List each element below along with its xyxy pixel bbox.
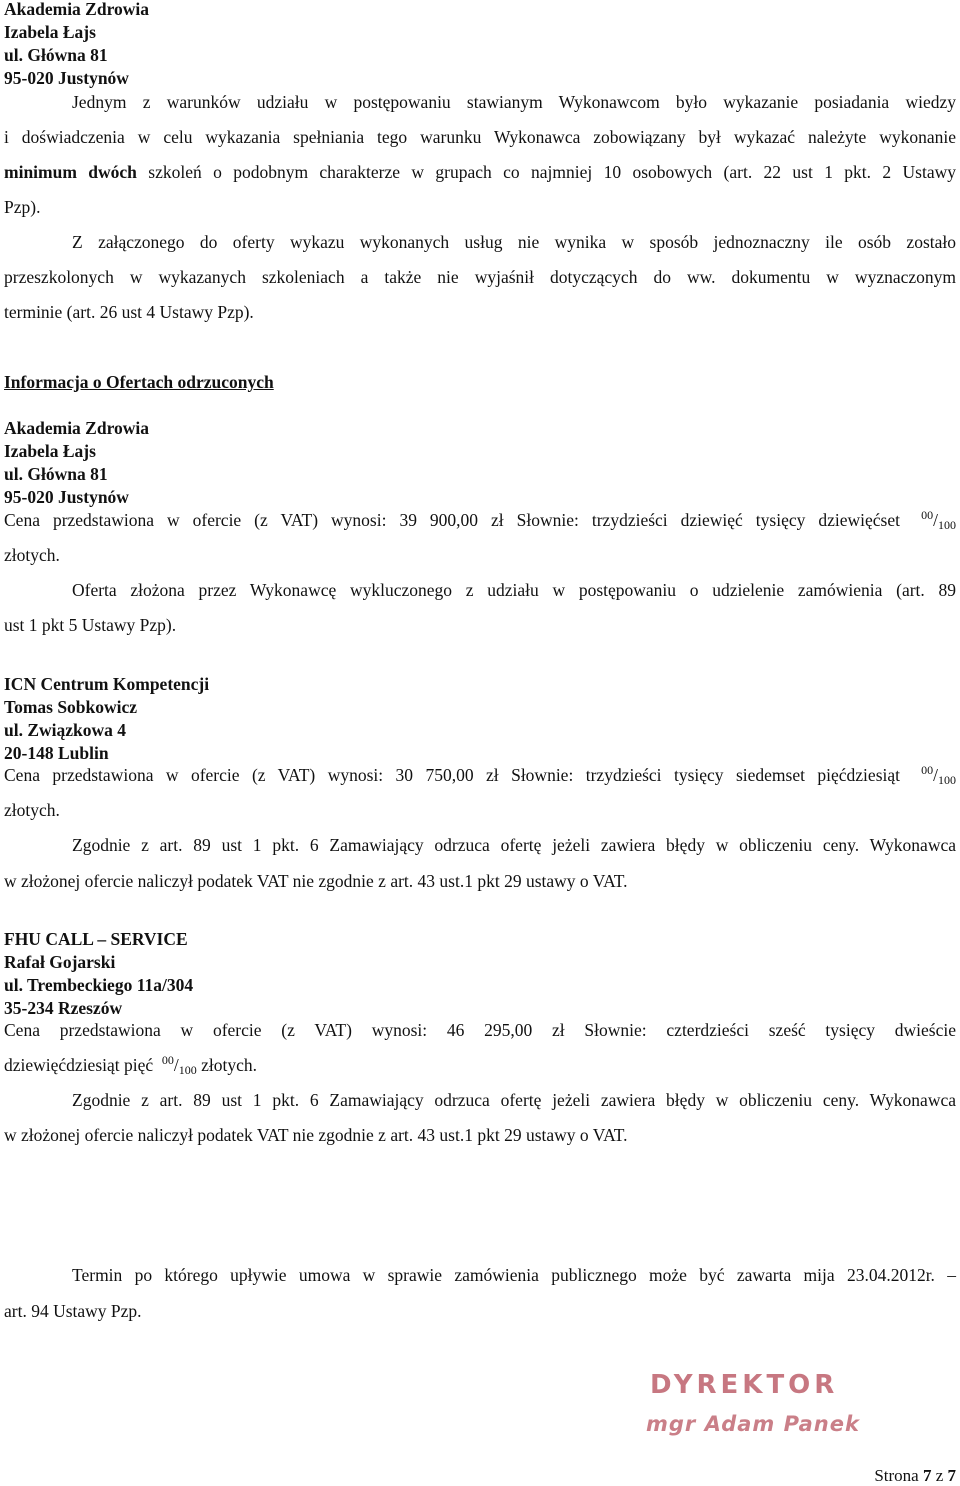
p2-line-3: terminie (art. 26 ust 4 Ustawy Pzp). [4, 302, 254, 322]
termin-line-2: art. 94 Ustawy Pzp. [4, 1301, 142, 1321]
offer-1-address [4, 417, 149, 509]
offer-3-price-line: Cena przedstawiona w ofercie (z VAT) wynosi: 46 295,00 zł Słownie: czterdzieści sześć tysięcy dwieście [4, 1020, 956, 1040]
p1-bold: minimum dwóch [4, 162, 137, 182]
signature: mgr Adam Panek [646, 1412, 860, 1436]
p1-line-1: Jednym z warunków udziału w postępowaniu stawianym Wykonawcom było wykazanie posiadania wiedzy [72, 92, 956, 112]
offer-2-price-text: Cena przedstawiona w ofercie (z VAT) wynosi: 30 750,00 zł Słownie: trzydzieści tysięcy siedemset pięćdziesiąt [4, 765, 900, 785]
offer-3-price-end: złotych. [201, 1055, 258, 1075]
offer-1-name: Akademia Zdrowia [4, 418, 150, 438]
offer-3-reason-2: w złożonej ofercie naliczył podatek VAT nie zgodnie z art. 43 ust.1 pkt 29 ustawy o VAT. [4, 1125, 628, 1145]
director-stamp [640, 1360, 860, 1450]
offer-3-street: ul. Trembeckiego 11a/304 [4, 975, 194, 995]
street: ul. Główna 81 [4, 45, 108, 65]
offer-2-name: ICN Centrum Kompetencji [4, 674, 210, 694]
offer-1-city: 95-020 Justynów [4, 487, 129, 507]
offer-2-street: ul. Związkowa 4 [4, 720, 127, 740]
offer-2-address [4, 673, 209, 765]
offer-1-price-end: złotych. [4, 545, 60, 565]
p1-line-3 [4, 162, 956, 186]
offer-3-city: 35-234 Rzeszów [4, 998, 123, 1018]
offer-1-price-text: Cena przedstawiona w ofercie (z VAT) wynosi: 39 900,00 zł Słownie: trzydzieści dziewięć tysięcy dziewięćset [4, 510, 900, 530]
org-name: Akademia Zdrowia [4, 0, 150, 19]
offer-2-price-line [4, 765, 956, 789]
person-name: Izabela Łajs [4, 22, 96, 42]
offer-3-fraction: $^{00}$/100 [161, 1053, 197, 1077]
offer-1-reason-1: Oferta złożona przez Wykonawcę wykluczonego z udziału w postępowaniu o udzielenie zamówienia (art. 89 [72, 580, 956, 600]
offer-3-person: Rafał Gojarski [4, 952, 116, 972]
offer-2-reason-2: w złożonej ofercie naliczył podatek VAT nie zgodnie z art. 43 ust.1 pkt 29 ustawy o VAT. [4, 871, 628, 891]
offer-2-reason-1: Zgodnie z art. 89 ust 1 pkt. 6 Zamawiający odrzuca ofertę jeżeli zawiera błędy w obliczeniu ceny. Wykonawca [72, 835, 956, 855]
offer-1-person: Izabela Łajs [4, 441, 96, 461]
page-number: Strona 7 z 7 [874, 1466, 956, 1485]
offer-1-fraction: $^{00}$/100 [921, 508, 956, 532]
section-heading: Informacja o Ofertach odrzuconych [4, 372, 274, 392]
offer-1-price-line [4, 510, 956, 534]
termin-line-1: Termin po którego upływie umowa w sprawie zamówienia publicznego może być zawarta mija 23.04.2012r. – [72, 1265, 956, 1285]
p2-line-1: Z załączonego do oferty wykazu wykonanych usług nie wynika w sposób jednoznaczny ile osób zostało [72, 232, 956, 252]
stamp-title: DYREKTOR [650, 1370, 839, 1400]
p2-line-2: przeszkolonych w wykazanych szkoleniach a także nie wyjaśnił dotyczących do ww. dokumentu w wyznaczonym [4, 267, 956, 287]
p1-line-2: i doświadczenia w celu wykazania spełniania tego warunku Wykonawca zobowiązany był wykazać należyte wykonanie [4, 127, 956, 147]
offer-3-name: FHU CALL – SERVICE [4, 929, 188, 949]
city: 95-020 Justynów [4, 68, 129, 88]
p1-line-4: Pzp). [4, 197, 41, 217]
offer-3-address [4, 928, 193, 1020]
offer-2-fraction: $^{00}$/100 [921, 763, 956, 787]
offer-2-city: 20-148 Lublin [4, 743, 109, 763]
p1-line-3-rest: szkoleń o podobnym charakterze w grupach co najmniej 10 osobowych (art. 22 ust 1 pkt. 2 Ustawy [136, 162, 956, 182]
offer-3-reason-1: Zgodnie z art. 89 ust 1 pkt. 6 Zamawiający odrzuca ofertę jeżeli zawiera błędy w obliczeniu ceny. Wykonawca [72, 1090, 956, 1110]
offer-1-street: ul. Główna 81 [4, 464, 108, 484]
offer-2-person: Tomas Sobkowicz [4, 697, 138, 717]
top-address [4, 0, 149, 90]
offer-2-price-end: złotych. [4, 800, 60, 820]
offer-3-price-words: dziewięćdziesiąt pięć [4, 1055, 154, 1075]
offer-1-reason-2: ust 1 pkt 5 Ustawy Pzp). [4, 615, 177, 635]
offer-3-price-line-2 [4, 1055, 956, 1079]
